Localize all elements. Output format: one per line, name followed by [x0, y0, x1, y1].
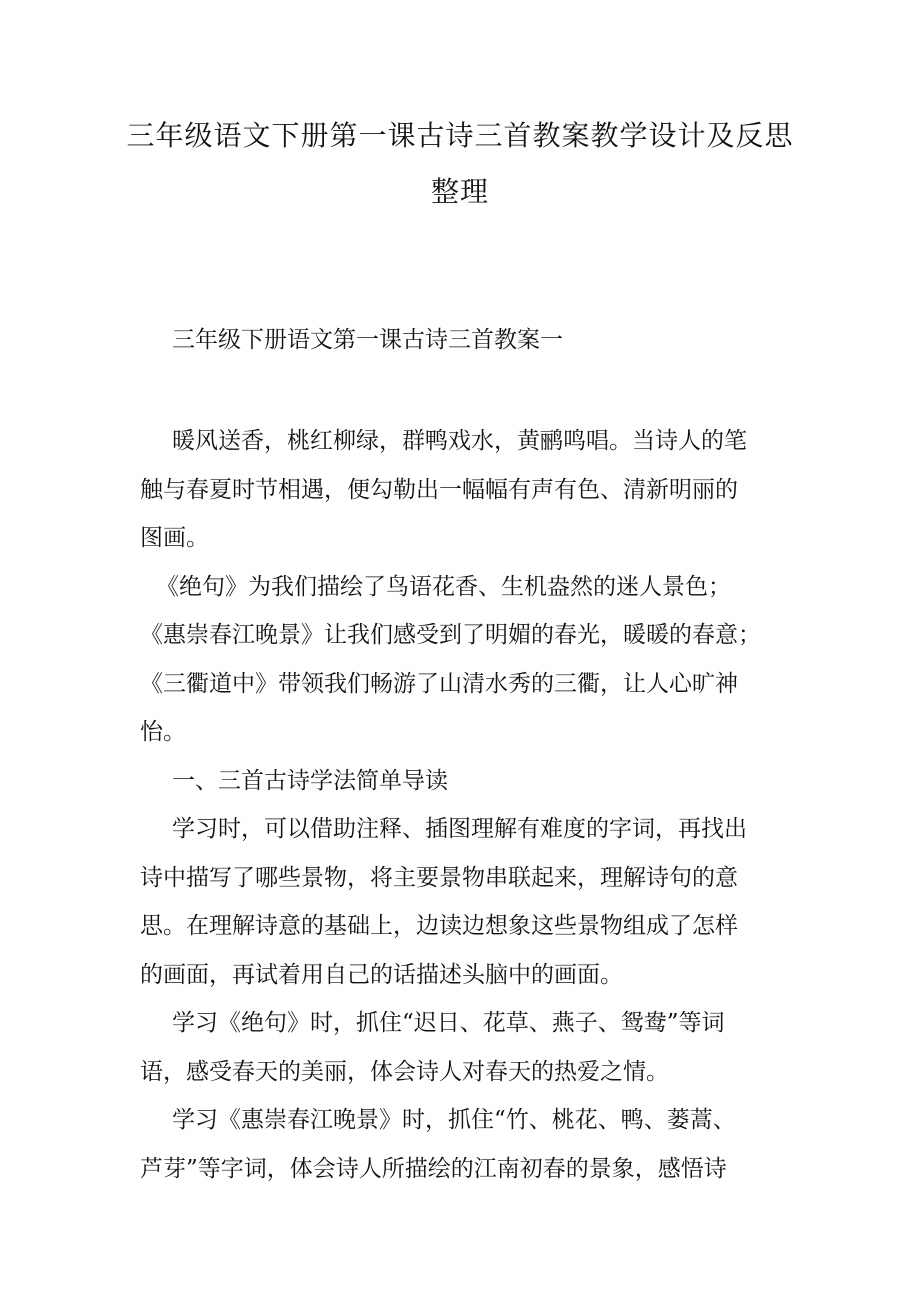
document-body	[140, 417, 790, 1193]
body-line: 暖风送香，桃红柳绿，群鸭戏水，黄鹂鸣唱。当诗人的笔	[172, 428, 747, 454]
body-line: 学习《惠崇春江晚景》时，抓住“竹、桃花、鸭、蒌蒿、	[172, 1107, 736, 1133]
body-line: 《惠崇春江晚景》让我们感受到了明媚的春光，暖暖的春意；	[140, 622, 761, 648]
body-line: 语，感受春天的美丽，体会诗人对春天的热爱之情。	[140, 1058, 669, 1085]
document-title	[120, 108, 800, 220]
body-line: 芦芽”等字词，体会诗人所描绘的江南初春的景象，感悟诗	[140, 1155, 727, 1182]
body-line: 《绝句》为我们描绘了鸟语花香、生机盎然的迷人景色；	[156, 573, 731, 600]
body-line: 思。在理解诗意的基础上，边读边想象这些景物组成了怎样	[140, 913, 738, 939]
title-line-1: 三年级语文下册第一课古诗三首教案教学设计及反思	[126, 119, 794, 152]
section-subtitle: 三年级下册语文第一课古诗三首教案一	[172, 327, 563, 353]
body-line: 学习《绝句》时，抓住“迟日、花草、燕子、鸳鸯”等词	[172, 1010, 725, 1036]
body-line: 诗中描写了哪些景物，将主要景物串联起来，理解诗句的意	[140, 864, 738, 891]
body-line: 学习时，可以借助注释、插图理解有难度的字词，再找出	[172, 816, 747, 842]
body-line: 《三衢道中》带领我们畅游了山清水秀的三衢，让人心旷神	[140, 670, 738, 697]
title-line-2: 整理	[430, 175, 489, 208]
body-line: 的画面，再试着用自己的话描述头脑中的画面。	[140, 961, 623, 988]
body-line: 怡。	[140, 719, 186, 745]
body-line: 图画。	[140, 525, 209, 551]
body-line: 触与春夏时节相遇，便勾勒出一幅幅有声有色、清新明丽的	[140, 476, 738, 503]
section-heading: 一、三首古诗学法简单导读	[172, 767, 448, 794]
